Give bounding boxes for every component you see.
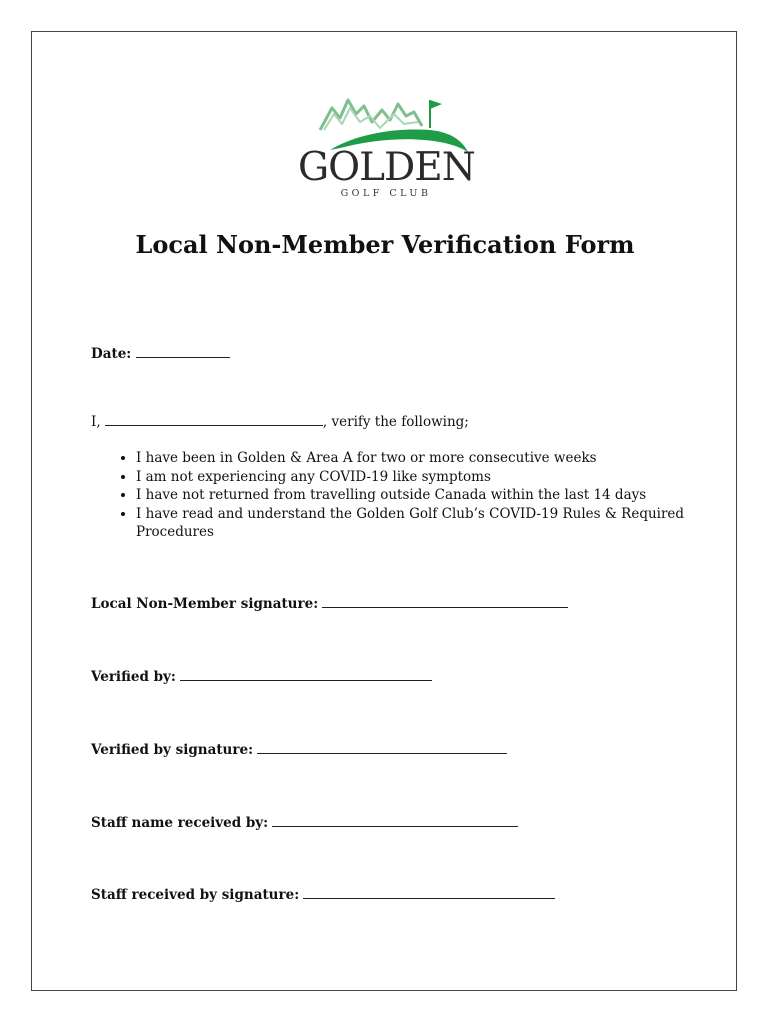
staff-signature-row bbox=[91, 886, 555, 903]
list-item: • I have not returned from travelling outside Canada within the last 14 days bbox=[136, 486, 706, 505]
page-title: Local Non-Member Verification Form bbox=[135, 230, 635, 259]
list-item: • I have been in Golden & Area A for two or more consecutive weeks bbox=[136, 449, 706, 468]
golden-golf-club-logo bbox=[290, 70, 480, 210]
staff-name-field[interactable] bbox=[272, 814, 518, 827]
date-field[interactable] bbox=[136, 345, 230, 358]
signature-label: Local Non-Member signature: bbox=[91, 596, 319, 612]
verified-by-label: Verified by: bbox=[91, 669, 176, 685]
verified-signature-row bbox=[91, 741, 507, 758]
intro-prefix: I, bbox=[91, 414, 101, 430]
signature-field[interactable] bbox=[322, 595, 568, 608]
verification-list bbox=[91, 449, 706, 542]
signature-row bbox=[91, 595, 568, 612]
name-field[interactable] bbox=[105, 413, 323, 426]
staff-signature-field[interactable] bbox=[303, 886, 555, 899]
verified-signature-field[interactable] bbox=[257, 741, 507, 754]
staff-name-row bbox=[91, 814, 518, 831]
staff-name-label: Staff name received by: bbox=[91, 815, 269, 831]
date-row bbox=[91, 345, 230, 362]
verified-by-row bbox=[91, 668, 432, 685]
list-item: • I have read and understand the Golden Golf Club’s COVID-19 Rules & Required Procedures bbox=[136, 505, 706, 542]
intro-suffix: , verify the following; bbox=[322, 414, 469, 430]
verified-by-field[interactable] bbox=[180, 668, 432, 681]
verified-signature-label: Verified by signature: bbox=[91, 742, 254, 758]
intro-row bbox=[91, 413, 469, 430]
date-label: Date: bbox=[91, 346, 132, 362]
logo-wordmark: GOLDEN bbox=[298, 145, 475, 190]
staff-signature-label: Staff received by signature: bbox=[91, 887, 300, 903]
list-item: • I am not experiencing any COVID-19 like symptoms bbox=[136, 468, 706, 487]
logo-subtitle: GOLF CLUB bbox=[340, 188, 432, 199]
